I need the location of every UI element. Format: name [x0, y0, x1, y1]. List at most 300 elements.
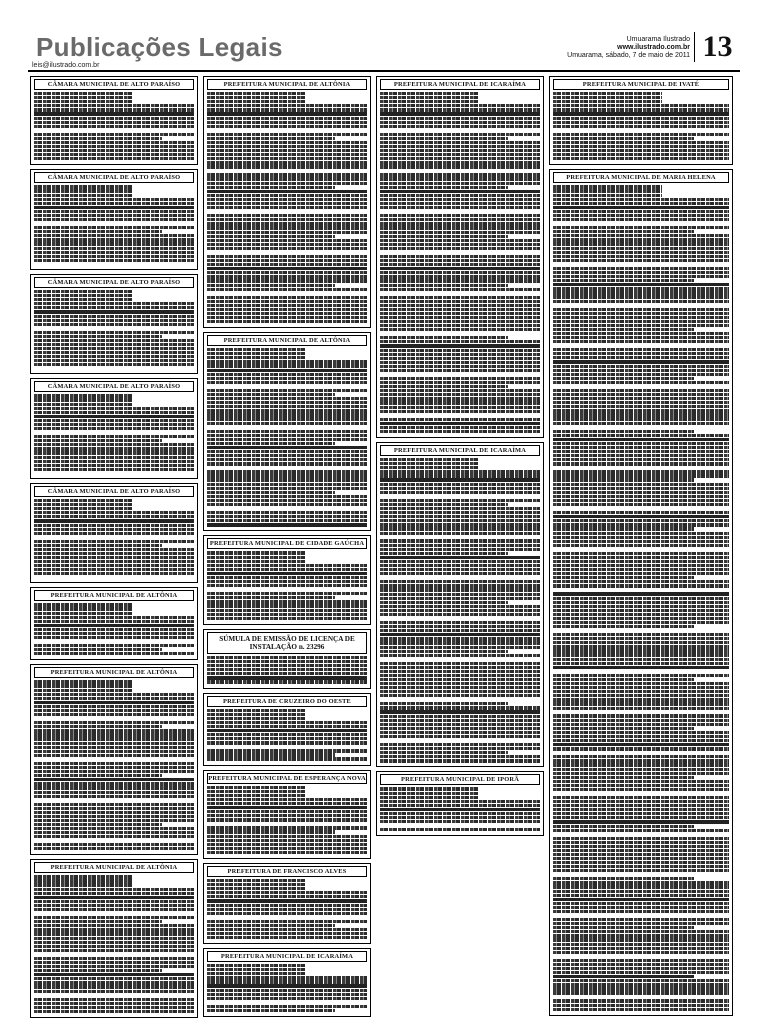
text-line [34, 652, 194, 655]
text-line [207, 145, 367, 148]
header-rule [28, 70, 740, 72]
legal-notice [203, 535, 371, 624]
text-line [207, 717, 306, 720]
text-line [553, 287, 729, 290]
section-title: Publicações Legais [36, 32, 283, 62]
text-line [207, 604, 367, 607]
paragraph-gap [34, 839, 194, 842]
text-line [34, 803, 194, 806]
text-line [380, 609, 540, 612]
text-line [553, 230, 694, 233]
legal-notice [30, 859, 198, 1018]
text-line [380, 357, 540, 360]
text-line [553, 141, 729, 144]
text-line [380, 474, 540, 477]
legal-notice [30, 169, 198, 270]
text-line [553, 308, 729, 311]
text-line [34, 507, 133, 510]
text-line [553, 198, 729, 201]
email-address: leis@ilustrado.com.br [32, 62, 100, 69]
text-line [34, 185, 133, 188]
text-line [207, 757, 367, 760]
text-line [553, 812, 729, 815]
text-line [207, 551, 306, 554]
text-line [207, 843, 367, 846]
text-line [207, 381, 367, 384]
text-line [553, 279, 694, 282]
notice-title: CÂMARA MUNICIPAL DE ALTO PARAÍSO [34, 381, 194, 392]
text-line [553, 816, 729, 819]
text-line [34, 104, 194, 107]
text-line [34, 791, 194, 794]
text-line [207, 177, 367, 180]
text-line [207, 165, 367, 168]
text-line [34, 415, 194, 418]
text-line [207, 798, 367, 801]
text-line [207, 596, 335, 599]
text-line [553, 450, 729, 453]
legal-notice [30, 274, 198, 375]
text-line [380, 161, 540, 164]
text-line [34, 96, 133, 99]
text-line [380, 340, 540, 343]
text-line [34, 335, 162, 338]
text-line [207, 503, 367, 506]
text-line [380, 670, 540, 673]
text-line [207, 255, 367, 258]
text-line [553, 214, 729, 217]
text-line [380, 548, 540, 551]
text-line [553, 947, 729, 950]
text-line [380, 633, 540, 636]
text-line [553, 780, 729, 783]
text-line [207, 964, 306, 967]
text-line [34, 620, 194, 623]
paragraph-gap [34, 799, 194, 802]
text-line [207, 214, 367, 217]
text-line [553, 987, 729, 990]
text-line [207, 592, 367, 595]
text-line [34, 985, 194, 988]
legal-notice [376, 76, 544, 438]
paragraph-gap [553, 222, 729, 225]
text-line [380, 304, 540, 307]
text-line [207, 1009, 335, 1012]
text-line [380, 487, 540, 490]
text-line [553, 1008, 729, 1011]
text-line [553, 678, 694, 681]
text-line [553, 458, 729, 461]
text-line [380, 145, 540, 148]
text-line [34, 924, 194, 927]
text-line [380, 316, 540, 319]
text-line [207, 364, 367, 367]
text-line [34, 879, 133, 882]
text-line [553, 853, 729, 856]
text-line [207, 442, 335, 445]
text-line [207, 483, 367, 486]
text-line [553, 446, 729, 449]
text-line [207, 434, 367, 437]
text-line [207, 108, 367, 111]
text-line [34, 298, 133, 301]
text-line [207, 680, 367, 683]
text-line [380, 275, 540, 278]
text-line [553, 719, 729, 722]
text-line [34, 628, 194, 631]
text-line [34, 251, 194, 254]
text-line [553, 804, 729, 807]
text-line [553, 483, 729, 486]
notice-title: PREFEITURA MUNICIPAL DE ALTÔNIA [34, 667, 194, 678]
text-line [207, 312, 367, 315]
text-line [553, 515, 729, 518]
text-line [207, 847, 367, 850]
text-line [553, 849, 729, 852]
text-line [553, 975, 694, 978]
text-line [34, 572, 194, 575]
text-line [553, 210, 729, 213]
text-line [553, 121, 729, 124]
paragraph-gap [207, 588, 367, 591]
text-line [553, 348, 729, 351]
notice-title: PREFEITURA MUNICIPAL DE ICARAÍMA [380, 79, 540, 90]
text-line [380, 418, 540, 421]
text-line [380, 320, 540, 323]
text-line [34, 957, 194, 960]
text-line [380, 787, 479, 790]
text-line [207, 194, 367, 197]
text-line [34, 998, 194, 1001]
text-line [207, 348, 306, 351]
legal-notice [376, 442, 544, 767]
text-line [553, 788, 729, 791]
text-line [207, 976, 367, 979]
text-line [207, 304, 367, 307]
paragraph-gap [380, 536, 540, 539]
text-line [380, 690, 540, 693]
text-line [207, 96, 306, 99]
text-line [553, 898, 729, 901]
text-line [207, 397, 367, 400]
text-line [553, 189, 662, 192]
text-line [207, 373, 367, 376]
text-line [553, 845, 729, 848]
text-line [207, 984, 367, 987]
text-line [553, 808, 729, 811]
text-line [34, 807, 194, 810]
text-line [380, 511, 540, 514]
text-line [207, 814, 367, 817]
paragraph-gap [207, 251, 367, 254]
text-line [207, 664, 367, 667]
text-line [34, 189, 133, 192]
text-line [207, 369, 367, 372]
text-line [34, 92, 133, 95]
text-line [380, 284, 508, 287]
legal-notice [203, 76, 371, 328]
paragraph-gap [380, 170, 540, 173]
text-line [34, 680, 133, 683]
paragraph-gap [553, 344, 729, 347]
text-line [380, 222, 540, 225]
text-line [380, 678, 540, 681]
text-line [207, 491, 335, 494]
text-line [34, 896, 194, 899]
text-line [34, 499, 133, 502]
notice-title: PREFEITURA MUNICIPAL DE IPORÃ [380, 774, 540, 785]
text-line [380, 593, 540, 596]
page-header [28, 30, 740, 68]
legal-notice [203, 863, 371, 944]
text-line [553, 772, 729, 775]
text-line [207, 725, 367, 728]
text-line [207, 137, 335, 140]
text-line [207, 936, 367, 939]
legal-notice [549, 76, 733, 165]
text-line [380, 723, 540, 726]
text-line [34, 684, 133, 687]
text-line [553, 723, 729, 726]
text-line [207, 576, 367, 579]
notice-title: PREFEITURA MUNICIPAL DE ESPERANÇA NOVA [208, 774, 366, 782]
text-line [207, 912, 367, 915]
text-line [553, 690, 729, 693]
paragraph-gap [380, 739, 540, 742]
text-line [34, 443, 194, 446]
text-line [380, 458, 479, 461]
text-line [380, 206, 540, 209]
paragraph-gap [34, 576, 194, 579]
text-line [553, 641, 729, 644]
text-line [34, 310, 194, 313]
text-line [207, 584, 367, 587]
paragraph-gap [553, 711, 729, 714]
text-line [207, 430, 367, 433]
text-line [380, 654, 540, 657]
legal-notice [203, 332, 371, 531]
paragraph-gap [34, 536, 194, 539]
paragraph-gap [553, 955, 729, 958]
notice-title: CÂMARA MUNICIPAL DE ALTO PARAÍSO [34, 486, 194, 497]
text-line [207, 721, 367, 724]
text-line [553, 417, 729, 420]
text-line [380, 755, 540, 758]
text-line [553, 621, 729, 624]
text-line [553, 259, 729, 262]
text-line [553, 104, 729, 107]
text-line [34, 145, 194, 148]
text-line [34, 632, 194, 635]
text-line [553, 702, 729, 705]
text-line [380, 279, 540, 282]
text-line [380, 263, 540, 266]
text-line [553, 796, 729, 799]
text-line [207, 446, 367, 449]
text-line [380, 377, 540, 380]
text-line [34, 323, 194, 326]
text-line [380, 499, 540, 502]
paragraph-gap [207, 292, 367, 295]
notice-title: PREFEITURA MUNICIPAL DE ALTÔNIA [34, 862, 194, 873]
paragraph-gap [553, 873, 729, 876]
notice-title: PREFEITURA MUNICIPAL DE CIDADE GAÚCHA [207, 538, 367, 549]
text-line [34, 778, 194, 781]
text-line [207, 462, 367, 465]
text-line [34, 456, 194, 459]
text-line [34, 721, 194, 724]
text-line [380, 532, 540, 535]
text-line [553, 857, 729, 860]
text-line [34, 892, 194, 895]
text-line [553, 572, 729, 575]
text-line [380, 731, 540, 734]
text-line [34, 945, 194, 948]
text-line [553, 352, 729, 355]
text-line [207, 259, 367, 262]
text-line [34, 823, 162, 826]
text-line [34, 908, 194, 911]
text-line [380, 462, 479, 465]
text-line [34, 705, 194, 708]
text-line [380, 243, 540, 246]
text-line [34, 636, 194, 639]
text-line [553, 544, 729, 547]
paragraph-gap [34, 367, 194, 370]
text-line [34, 607, 133, 610]
text-line [207, 556, 306, 559]
text-line [34, 355, 194, 358]
text-line [207, 279, 367, 282]
paragraph-gap [207, 385, 367, 388]
text-line [553, 825, 694, 828]
text-line [207, 413, 367, 416]
text-line [207, 161, 367, 164]
text-line [207, 182, 367, 185]
text-line [380, 328, 540, 331]
text-line [553, 580, 729, 583]
text-line [380, 580, 540, 583]
text-line [553, 377, 694, 380]
text-line [380, 507, 540, 510]
text-line [553, 495, 729, 498]
text-line [553, 312, 729, 315]
legal-notice [203, 770, 371, 859]
paragraph-gap [380, 576, 540, 579]
text-line [380, 483, 540, 486]
text-line [553, 894, 729, 897]
text-line [207, 879, 306, 882]
text-line [34, 875, 133, 878]
text-line [553, 332, 729, 335]
text-line [380, 173, 540, 176]
notice-title: PREFEITURA MUNICIPAL DE IVATÉ [553, 79, 729, 90]
text-line [553, 564, 729, 567]
text-line [34, 194, 133, 197]
column-4 [549, 76, 733, 1020]
text-line [207, 835, 367, 838]
paragraph-gap [207, 210, 367, 213]
text-line [553, 503, 729, 506]
text-line [380, 556, 540, 559]
text-line [380, 735, 540, 738]
text-line [34, 737, 194, 740]
paragraph-gap [553, 914, 729, 917]
text-line [207, 790, 306, 793]
text-line [553, 96, 662, 99]
text-line [34, 904, 194, 907]
text-line [553, 934, 729, 937]
text-line [34, 949, 194, 952]
text-line [207, 737, 367, 740]
text-line [34, 255, 194, 258]
text-line [34, 941, 194, 944]
notice-title: PREFEITURA MUNICIPAL DE MARIA HELENA [553, 172, 729, 183]
text-line [34, 519, 194, 522]
notice-title: CÂMARA MUNICIPAL DE ALTO PARAÍSO [34, 172, 194, 183]
text-line [34, 770, 194, 773]
text-line [207, 733, 367, 736]
text-line [553, 218, 729, 221]
text-line [553, 389, 729, 392]
text-line [207, 895, 367, 898]
text-line [380, 539, 540, 542]
text-line [553, 951, 729, 954]
text-line [553, 568, 729, 571]
text-line [553, 540, 729, 543]
text-line [553, 365, 729, 368]
paragraph-gap [553, 996, 729, 999]
text-line [34, 648, 162, 651]
text-line [553, 633, 729, 636]
website-link[interactable]: www.ilustrado.com.br [617, 44, 690, 51]
text-line [34, 965, 194, 968]
text-line [380, 646, 540, 649]
text-line [553, 674, 729, 677]
text-line [553, 861, 729, 864]
text-line [380, 255, 540, 258]
text-line [207, 924, 335, 927]
text-line [34, 108, 194, 111]
text-line [207, 271, 367, 274]
text-line [380, 385, 508, 388]
text-line [553, 902, 729, 905]
text-line [553, 597, 729, 600]
text-line [380, 369, 540, 372]
text-line [207, 600, 367, 603]
text-line [553, 336, 729, 339]
text-line [553, 560, 729, 563]
legal-notice [30, 587, 198, 660]
text-line [207, 810, 367, 813]
text-line [380, 430, 540, 433]
text-line [380, 804, 540, 807]
text-line [34, 451, 194, 454]
text-line [380, 605, 540, 608]
paragraph-gap [553, 304, 729, 307]
notice-title: SÚMULA DE EMISSÃO DE LICENÇA DE INSTALAÇÃO n. 23296 [207, 632, 367, 654]
text-line [380, 727, 540, 730]
text-line [207, 275, 367, 278]
text-line [380, 519, 540, 522]
text-line [380, 235, 508, 238]
text-line [207, 186, 335, 189]
text-line [34, 624, 194, 627]
text-line [207, 487, 367, 490]
text-line [207, 356, 306, 359]
text-line [553, 784, 729, 787]
text-line [553, 800, 729, 803]
